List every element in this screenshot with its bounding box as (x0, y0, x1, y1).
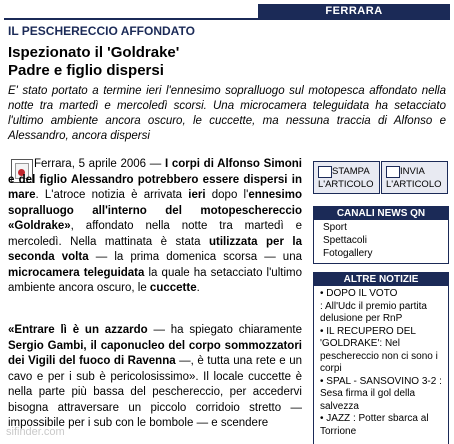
envelope-icon (386, 166, 400, 178)
bold-text: Sergio Gambi, il caponucleo del corpo sommozzatori dei Vigili del fuoco di Ravenna (8, 339, 302, 367)
text: — ha spiegato chiaramente (147, 324, 302, 336)
altre-title: ALTRE NOTIZIE (314, 273, 448, 286)
send-label-bottom: L'ARTICOLO (386, 179, 442, 190)
text: la quale ha setacciato l'ultimo ambiente ancora oscuro, le (8, 266, 302, 294)
headline-line-2: Padre e figlio dispersi (8, 62, 164, 79)
bold-text: utilizzata per la seconda volta (8, 235, 303, 263)
canali-link-spettacoli[interactable]: Spettacoli (323, 235, 367, 246)
article-paragraph-2 (8, 323, 302, 432)
article-headline (8, 44, 448, 80)
text: . (196, 282, 200, 294)
article-tools (313, 161, 447, 193)
text: , affondato nella notte tra martedì e mercoledì. Nella mattinata è stata (8, 220, 302, 248)
header-rule (4, 18, 450, 20)
canali-link-sport[interactable]: Sport (323, 222, 347, 233)
text: —, è tutta una rete e un cavo e per i sub è pericolosissimo». Il locale cuccette è nella parte più bassa del peschereccio, per accedervi bisogna attraversare un piccolo corridoio stretto — impossibile per i sub con le bombole — e scendere (8, 355, 303, 429)
city-banner: FERRARA (258, 4, 450, 18)
print-article-button[interactable] (313, 161, 380, 194)
text: — la prima domenica scorsa — una (88, 251, 302, 263)
canali-link-fotogallery[interactable]: Fotogallery (323, 248, 373, 259)
print-label-top: STAMPA (332, 166, 370, 177)
news-link[interactable]: • IL RECUPERO DEL 'GOLDRAKE': Nel peschereccio non ci sono i corpi (320, 325, 438, 374)
bold-text: cuccette (149, 282, 197, 294)
bold-text: ieri (188, 189, 206, 201)
bold-text: microcamera teleguidata (8, 266, 145, 279)
headline-line-1: Ispezionato il 'Goldrake' (8, 44, 180, 61)
print-label-bottom: L'ARTICOLO (318, 179, 374, 190)
article-paragraph-1 (8, 157, 302, 297)
canali-news-box (313, 206, 449, 264)
text: . L'atroce notizia è arrivata (35, 189, 189, 201)
send-label-top: INVIA (400, 166, 425, 177)
bold-text: ennesimo sopralluogo all'interno del motopeschereccio «Goldrake» (8, 189, 302, 232)
news-link[interactable]: • JAZZ : Potter sbarca al Torrione (320, 413, 429, 437)
altre-notizie-box (313, 272, 449, 444)
canali-title: CANALI NEWS QN (314, 207, 448, 220)
watermark: sifinder.com (6, 426, 65, 438)
news-link[interactable]: • SPAL - SANSOVINO 3-2 : Sesa firma il gol della salvezza (320, 375, 442, 412)
section-title: IL PESCHERECCIO AFFONDATO (8, 24, 195, 38)
news-link[interactable]: : All'Udc il premio partita delusione per RnP (320, 300, 427, 324)
bold-text: «Entrare lì è un azzardo (8, 324, 148, 336)
text: dopo l' (205, 189, 249, 201)
article-lead: E' stato portato a termine ieri l'ennesimo sopralluogo sul motopesca affondato nella notte tra martedì e mercoledì scorsi. Una microcamera teleguidata ha setacciato l'ultimo ambiente ancora oscuro, le cuccette, ma nessuna traccia di Alfonso e Alessandro, ancora dispersi (8, 85, 446, 142)
dateline: Ferrara, 5 aprile 2006 — (34, 158, 165, 170)
send-article-button[interactable] (381, 161, 448, 194)
news-link[interactable]: • DOPO IL VOTO (320, 288, 398, 299)
bold-text: I corpi di Alfonso Simoni e del figlio Alessandro potrebbero essere dispersi in mare (8, 158, 302, 201)
printer-icon (318, 166, 332, 178)
